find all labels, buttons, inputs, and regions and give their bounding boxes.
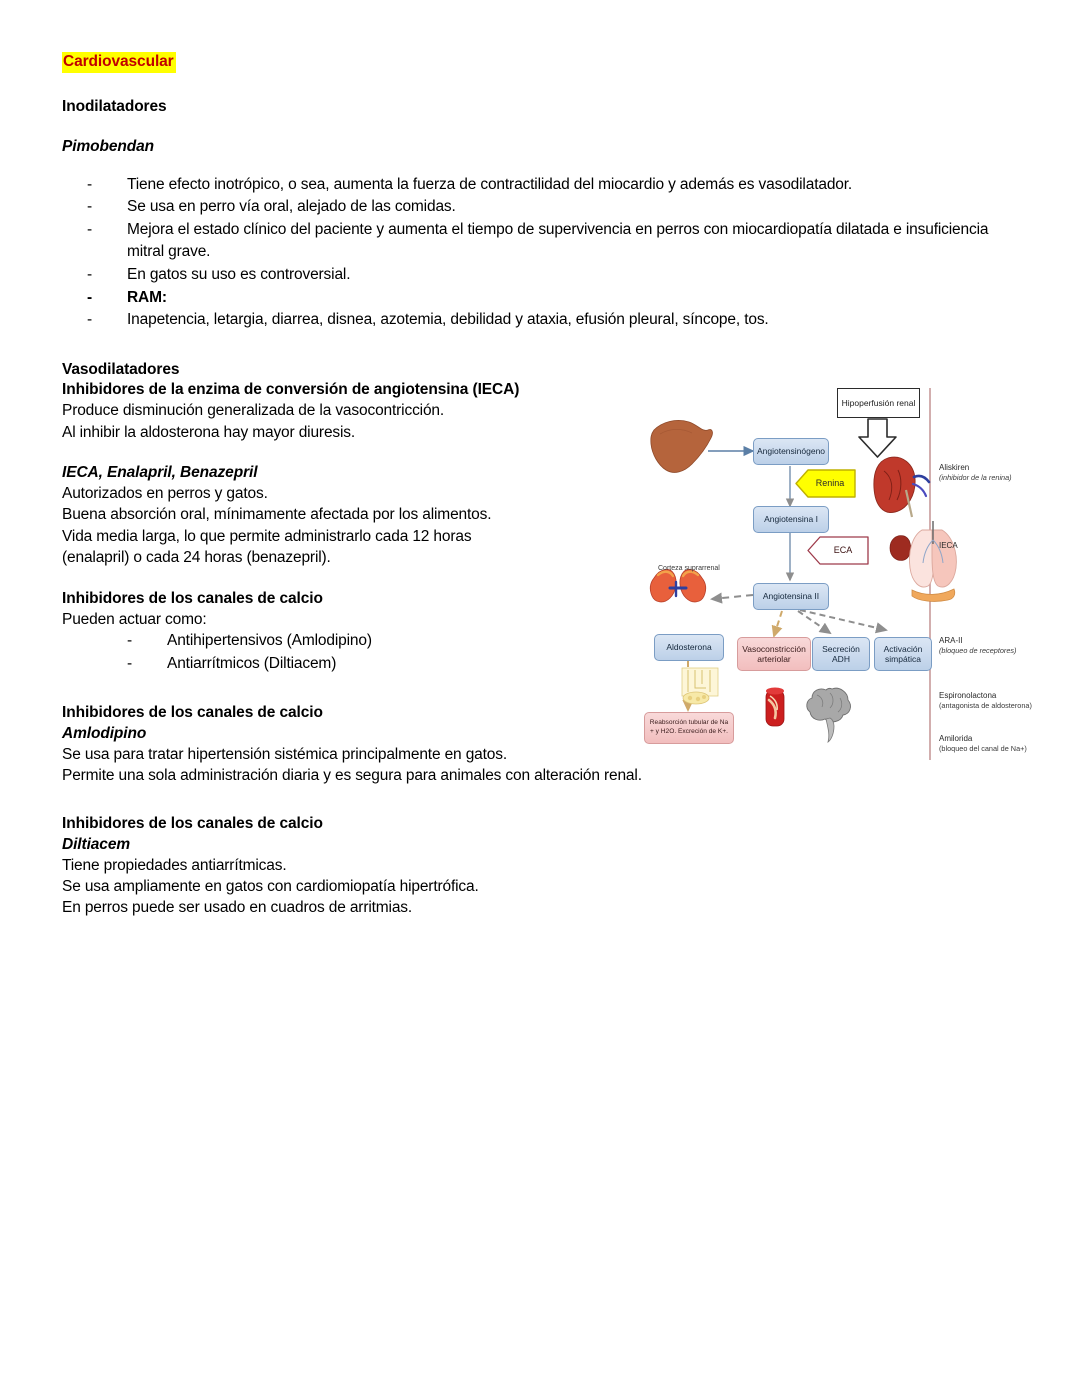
text-absorcion: Buena absorción oral, mínimamente afectada por los alimentos. bbox=[62, 506, 492, 524]
list-item-text: En gatos su uso es controversial. bbox=[127, 266, 351, 284]
side-label-ara-ii bbox=[939, 636, 1035, 656]
adrenal-glands-illustration bbox=[650, 569, 705, 601]
side-label-name: Amilorida bbox=[939, 734, 973, 743]
raas-diagram bbox=[640, 378, 1040, 774]
list-item-text: Inapetencia, letargia, diarrea, disnea, azotemia, debilidad y ataxia, efusión pleural, síncope, tos. bbox=[127, 311, 769, 329]
node-label: Secreción ADH bbox=[822, 643, 860, 664]
dash-marker: - bbox=[87, 220, 93, 238]
caption-label: Corteza suprarrenal bbox=[658, 565, 720, 572]
node-activacion-simpatica bbox=[874, 637, 932, 671]
node-label: ECA bbox=[833, 545, 853, 555]
node-label: Reabsorción tubular de Na + y H2O. Excreción de K+. bbox=[649, 719, 729, 735]
heading-canales-calcio-3: Inhibidores de los canales de calcio bbox=[62, 815, 323, 833]
list-item bbox=[62, 196, 1017, 219]
text-pueden-actuar: Pueden actuar como: bbox=[62, 610, 207, 628]
nephron-tubule-illustration bbox=[682, 668, 718, 704]
dash-marker: - bbox=[87, 198, 93, 216]
list-item-text: Antiarrítmicos (Diltiacem) bbox=[167, 654, 337, 672]
list-item bbox=[62, 630, 652, 653]
node-secrecion-adh bbox=[812, 637, 870, 671]
side-label-name: ARA-II bbox=[939, 636, 963, 645]
node-hipoperfusion-renal bbox=[837, 388, 920, 418]
caption-corteza-suprarrenal bbox=[658, 565, 720, 572]
text-vida-media: Vida media larga, lo que permite administrarlo cada 12 horas bbox=[62, 527, 472, 545]
text-autorizados: Autorizados en perros y gatos. bbox=[62, 485, 268, 503]
node-renina bbox=[806, 478, 854, 488]
list-item-text: Antihipertensivos (Amlodipino) bbox=[167, 632, 372, 650]
list-item-ram bbox=[62, 287, 1017, 310]
side-label-name: IECA bbox=[939, 541, 958, 550]
text-diltiacem-perros: En perros puede ser usado en cuadros de arritmias. bbox=[62, 899, 413, 917]
heading-ieca-enalapril-benazepril: IECA, Enalapril, Benazepril bbox=[62, 463, 258, 481]
subheading-pimobendan: Pimobendan bbox=[62, 138, 155, 156]
list-item bbox=[62, 653, 652, 676]
node-angiotensina-1 bbox=[753, 506, 829, 533]
list-item-text: Se usa en perro vía oral, alejado de las comidas. bbox=[127, 198, 456, 216]
vasodilatadores-block bbox=[62, 360, 652, 675]
dash-marker: - bbox=[87, 311, 93, 329]
canales-calcio-bullet-list bbox=[62, 630, 652, 675]
dash-marker: - bbox=[87, 266, 93, 284]
text-diltiacem-antiarritmicas: Tiene propiedades antiarrítmicas. bbox=[62, 856, 287, 874]
list-item bbox=[62, 309, 1017, 332]
heading-canales-calcio-1: Inhibidores de los canales de calcio bbox=[62, 589, 323, 607]
list-item-text: Tiene efecto inotrópico, o sea, aumenta la fuerza de contractilidad del miocardio y además es vasodilatador. bbox=[127, 175, 853, 193]
list-item-text: RAM: bbox=[127, 288, 167, 306]
list-item bbox=[62, 264, 1017, 287]
text-diltiacem-gatos: Se usa ampliamente en gatos con cardiomiopatía hipertrófica. bbox=[62, 878, 479, 896]
side-label-name: Aliskiren bbox=[939, 463, 970, 472]
subheading-amlodipino: Amlodipino bbox=[62, 724, 147, 742]
node-label: Angiotensina II bbox=[762, 591, 820, 602]
node-label: Angiotensinógeno bbox=[756, 446, 826, 457]
heading-canales-calcio-2: Inhibidores de los canales de calcio bbox=[62, 704, 323, 722]
list-item bbox=[62, 174, 1017, 197]
liver-illustration bbox=[651, 420, 713, 472]
side-label-sub: (bloqueo de receptores) bbox=[939, 646, 1017, 656]
dash-marker: - bbox=[87, 175, 93, 193]
side-label-ieca bbox=[939, 541, 1035, 551]
node-label: Hipoperfusión renal bbox=[841, 397, 916, 408]
pimobendan-bullet-list bbox=[62, 174, 1017, 332]
node-label: Renina bbox=[815, 478, 845, 488]
subheading-diltiacem: Diltiacem bbox=[62, 835, 131, 853]
side-label-sub: (inhibidor de la renina) bbox=[939, 473, 1012, 483]
lungs-illustration bbox=[890, 521, 956, 601]
side-label-espironolactona bbox=[939, 691, 1035, 711]
text-amlodipino-administracion: Permite una sola administración diaria y es segura para animales con alteración renal. bbox=[62, 767, 642, 785]
node-label: Activación simpática bbox=[883, 643, 923, 664]
side-label-sub: (bloqueo del canal de Na+) bbox=[939, 744, 1027, 754]
node-angiotensinogeno bbox=[753, 438, 829, 465]
node-label: Vasoconstricción arteriolar bbox=[742, 643, 806, 664]
side-label-name: Espironolactona bbox=[939, 691, 997, 700]
brain-illustration bbox=[807, 688, 851, 742]
side-label-aliskiren bbox=[939, 463, 1035, 483]
text-aldosterona-diuresis: Al inhibir la aldosterona hay mayor diuresis. bbox=[62, 423, 356, 441]
node-aldosterona bbox=[654, 634, 724, 661]
node-eca bbox=[820, 545, 866, 555]
diltiacem-block bbox=[62, 814, 1017, 918]
kidney-illustration-top bbox=[874, 457, 929, 517]
node-label: Aldosterona bbox=[666, 642, 712, 653]
heading-inodilatadores: Inodilatadores bbox=[62, 98, 167, 116]
node-reabsorcion-tubular bbox=[644, 712, 734, 744]
dash-marker: - bbox=[127, 632, 133, 650]
heading-vasodilatadores: Vasodilatadores bbox=[62, 360, 180, 378]
heading-ieca: Inhibidores de la enzima de conversión de angiotensina (IECA) bbox=[62, 381, 520, 399]
dash-marker: - bbox=[127, 654, 133, 672]
list-item bbox=[62, 219, 1017, 264]
list-item-text: Mejora el estado clínico del paciente y aumenta el tiempo de supervivencia en perros con miocardiopatía dilatada e insuficiencia mitral grave. bbox=[127, 220, 989, 261]
text-vasocontriccion: Produce disminución generalizada de la vasocontricción. bbox=[62, 402, 445, 420]
blood-vessel-illustration bbox=[766, 688, 784, 727]
node-label: Angiotensina I bbox=[764, 514, 818, 525]
page-title: Cardiovascular bbox=[62, 52, 176, 73]
text-amlodipino-hipertension: Se usa para tratar hipertensión sistémica principalmente en gatos. bbox=[62, 745, 508, 763]
node-vasoconstriccion-arteriolar bbox=[737, 637, 811, 671]
page-title-row bbox=[62, 52, 1017, 73]
text-enalapril-benazepril: (enalapril) o cada 24 horas (benazepril). bbox=[62, 549, 331, 567]
dash-marker: - bbox=[87, 288, 93, 306]
side-label-amilorida bbox=[939, 734, 1035, 754]
side-label-sub: (antagonista de aldosterona) bbox=[939, 701, 1032, 711]
node-angiotensina-2 bbox=[753, 583, 829, 610]
